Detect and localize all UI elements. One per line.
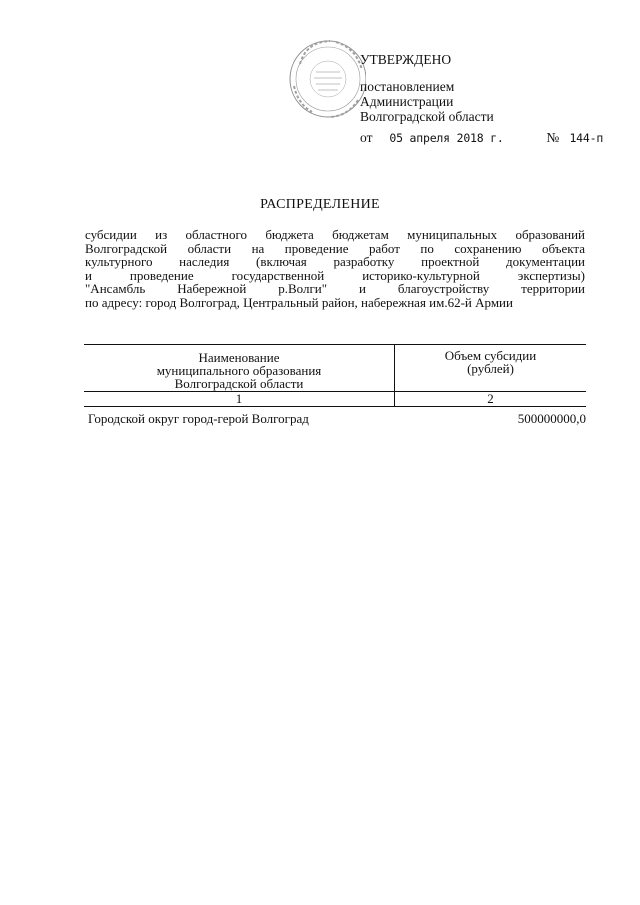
header-municipality (84, 345, 395, 392)
description-line: по адресу: город Волгоград, Центральный район, набережная им.62-й Армии (85, 294, 513, 310)
header-text: (рублей) (467, 361, 514, 376)
approval-number: 144-п (569, 131, 604, 145)
approval-heading: УТВЕРЖДЕНО (360, 52, 452, 67)
header-text: Объем субсидии (444, 348, 537, 363)
approval-date: 05 апреля 2018 г. (389, 131, 504, 145)
subsidy-amount: 500000000,0 (517, 411, 586, 426)
column-number: 2 (395, 392, 587, 407)
table-header-row (84, 345, 586, 392)
header-subsidy-amount (395, 345, 587, 392)
description-line: культурного наследия (включая разработку проектной документации (85, 254, 585, 269)
distribution-table (84, 344, 586, 427)
municipality-name: Городской округ город-герой Волгоград (88, 411, 309, 426)
date-prefix: от (360, 130, 373, 145)
header-text: муниципального образования (156, 363, 322, 378)
official-seal (286, 24, 366, 134)
approval-line-1: постановлением (360, 79, 455, 94)
description-line: "Ансамбль Набережной р.Волги" и благоустройству территории (85, 281, 585, 296)
approval-line-2: Администрации (360, 94, 454, 109)
column-number-row (84, 392, 586, 407)
approval-date-line (360, 130, 603, 146)
header-text: Волгоградской области (174, 376, 304, 391)
approval-block (360, 52, 494, 124)
header-text: Наименование (198, 350, 280, 365)
column-number: 1 (84, 392, 395, 407)
table-row (84, 407, 586, 428)
description-line: и проведение государственной историко-культурной экспертизы) (85, 267, 585, 283)
number-prefix: № (546, 130, 560, 145)
document-description (85, 228, 585, 309)
description-line: Волгоградской области на проведение работ по сохранению объекта (85, 240, 585, 256)
document-title: РАСПРЕДЕЛЕНИЕ (260, 197, 380, 212)
approval-line-3: Волгоградской области (360, 109, 494, 124)
description-line: субсидии из областного бюджета бюджетам муниципальных образований (85, 227, 585, 242)
